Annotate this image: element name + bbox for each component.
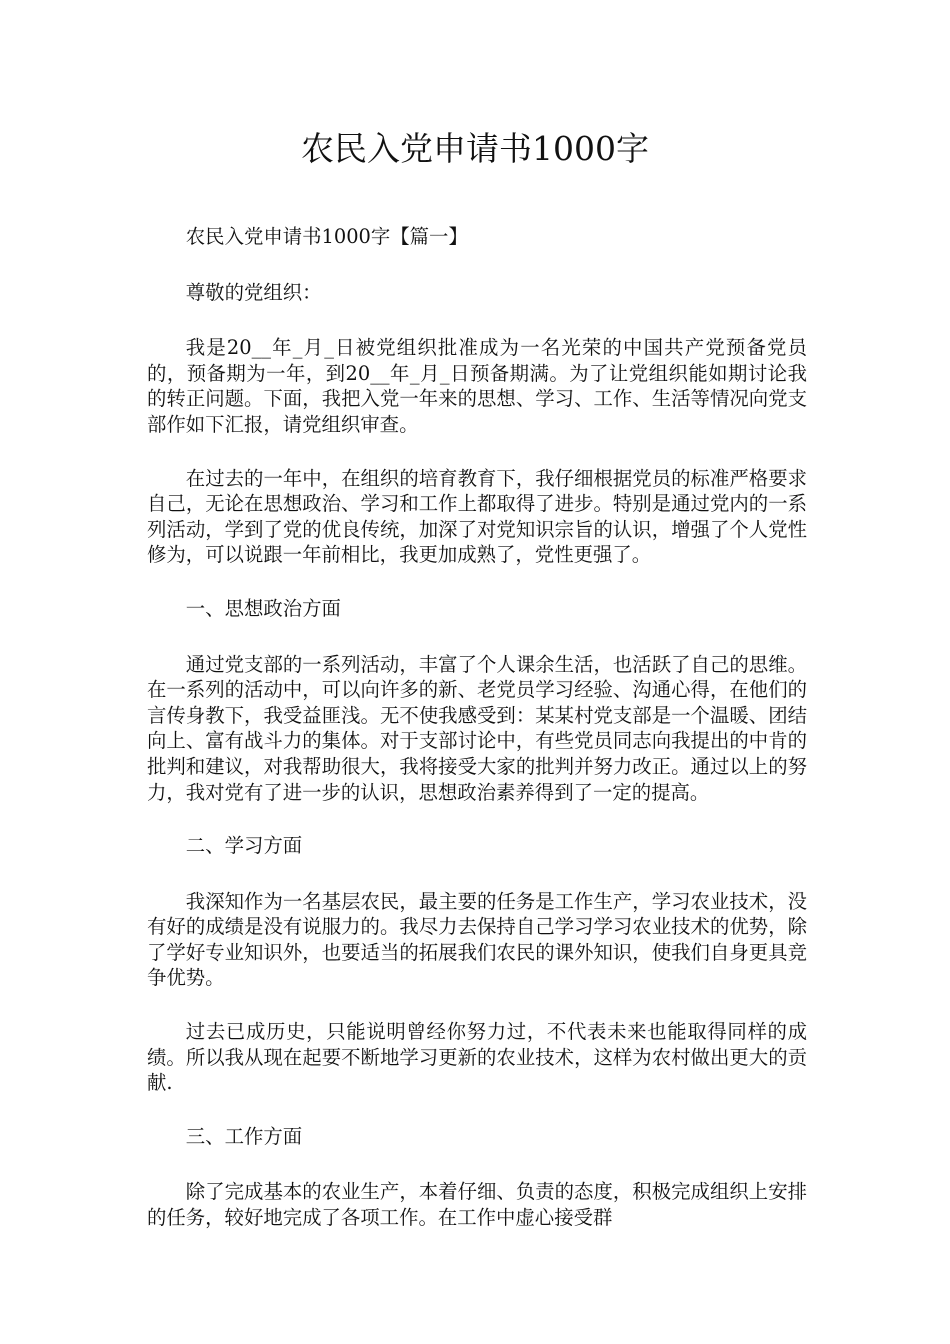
section-heading-work: 三、工作方面: [185, 1124, 303, 1148]
salutation: 尊敬的党组织：: [185, 280, 322, 304]
paragraph-study: 我深知作为一名基层农民，最主要的任务是工作生产，学习农业技术，没有好的成绩是没有说服力的。我尽力去保持自己学习学习农业技术的优势，除了学好专业知识外，也要适当的拓展我们农民的课外知识，使我们自身更具竞争优势。: [147, 889, 807, 990]
section-heading-study: 二、学习方面: [185, 834, 303, 858]
document-body: [147, 224, 807, 1259]
paragraph-intro: 我是20__年_月_日被党组织批准成为一名光荣的中国共产党预备党员的，预备期为一年，到20__年_月_日预备期满。为了让党组织能如期讨论我的转正问题。下面，我把入党一年来的思想、学习、工作、生活等情况向党支部作如下汇报，请党组织审查。: [147, 336, 807, 436]
section-heading-politics: 一、思想政治方面: [185, 596, 341, 620]
paragraph-work: 除了完成基本的农业生产，本着仔细、负责的态度，积极完成组织上安排的任务，较好地完成了各项工作。在工作中虚心接受群: [147, 1180, 807, 1230]
section-subtitle: 农民入党申请书1000字【篇一】: [185, 225, 468, 248]
paragraph-politics: 通过党支部的一系列活动，丰富了个人课余生活，也活跃了自己的思维。在一系列的活动中，可以向许多的新、老党员学习经验、沟通心得，在他们的言传身教下，我受益匪浅。无不使我感受到：某某村党支部是一个温暖、团结向上、富有战斗力的集体。对于支部讨论中，有些党员同志向我提出的中肯的批判和建议，对我帮助很大，我将接受大家的批判并努力改正。通过以上的努力，我对党有了进一步的认识，思想政治素养得到了一定的提高。: [147, 652, 807, 804]
document-title: 农民入党申请书1000字: [301, 129, 649, 168]
paragraph-future: 过去已成历史，只能说明曾经你努力过，不代表未来也能取得同样的成绩。所以我从现在起要不断地学习更新的农业技术，这样为农村做出更大的贡献.: [147, 1020, 807, 1095]
paragraph-past-year: 在过去的一年中，在组织的培育教育下，我仔细根据党员的标准严格要求自己，无论在思想政治、学习和工作上都取得了进步。特别是通过党内的一系列活动，学到了党的优良传统，加深了对党知识宗旨的认识，增强了个人党性修为，可以说跟一年前相比，我更加成熟了，党性更强了。: [147, 466, 807, 567]
